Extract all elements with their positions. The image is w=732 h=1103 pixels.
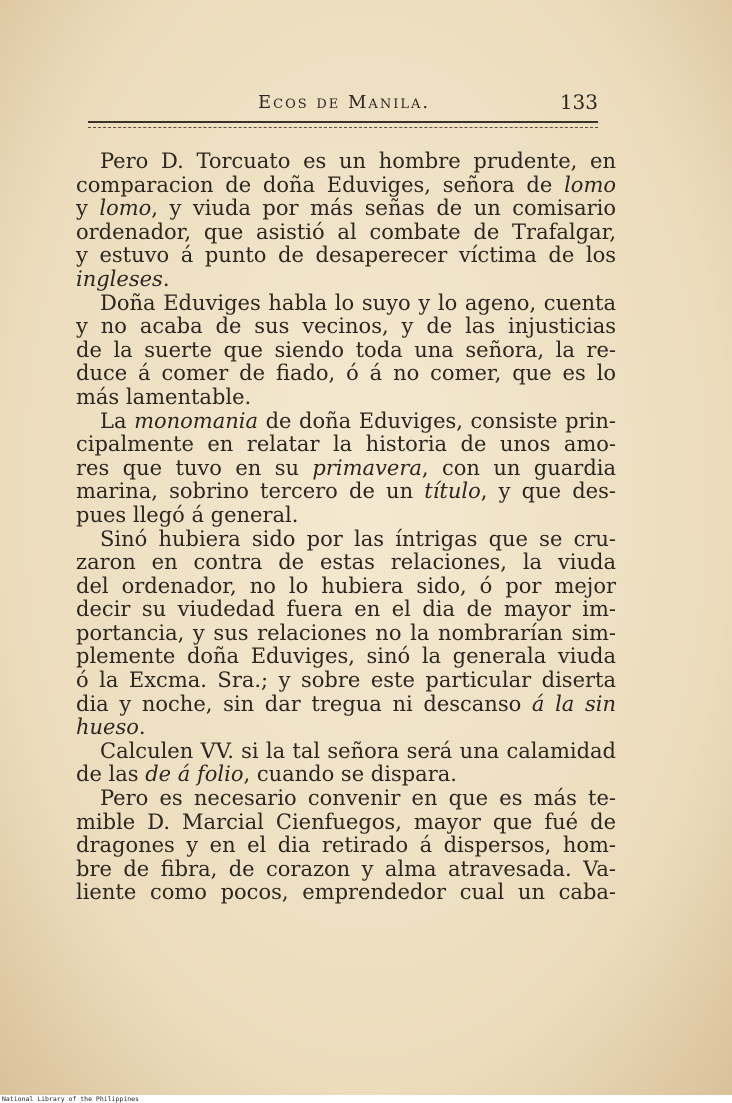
text-line: Pero es necesario convenir en que es más te-	[100, 786, 616, 811]
text-line: ordenador, que asistió al combate de Trafalgar,	[76, 219, 616, 244]
text-line	[76, 693, 616, 717]
text-line: liente como pocos, emprendedor cual un caba-	[76, 880, 616, 905]
italic-phrase: de á folio	[145, 762, 244, 787]
text-segment: , y viuda por más señas de un comisario	[151, 196, 616, 221]
text-line: más lamentable.	[76, 384, 252, 409]
text-line: decir su viudedad fuera en el dia de mayor im-	[76, 597, 616, 622]
text-line: y estuvo á punto de desaperecer víctima de los	[76, 243, 616, 268]
text-segment: de las	[76, 762, 146, 787]
italic-phrase: ingleses	[76, 266, 163, 291]
text-line: portancia, y sus relaciones no la nombrarían sim-	[76, 620, 616, 645]
text-segment: La	[100, 408, 135, 433]
text-line: cipalmente en relatar la historia de unos amo-	[76, 432, 616, 457]
italic-phrase: lomo	[564, 172, 616, 197]
italic-phrase: monomania	[134, 408, 258, 433]
text-segment: res que tuvo en su	[76, 455, 313, 480]
text-segment: , cuando se dispara.	[243, 762, 457, 787]
text-segment: .	[138, 715, 146, 740]
text-line	[76, 174, 616, 198]
text-line: zaron en contra de estas relaciones, la viuda	[76, 550, 616, 575]
text-segment: , y que des-	[480, 479, 616, 504]
text-line: ó la Excma. Sra.; y sobre este particular diserta	[76, 668, 616, 693]
text-line	[76, 457, 616, 481]
text-line: Sinó hubiera sido por las íntrigas que se cru-	[100, 526, 616, 551]
text-segment: marina, sobrino tercero de un	[76, 479, 425, 504]
italic-phrase: primavera	[312, 455, 422, 480]
text-line: del ordenador, no lo hubiera sido, ó por mejor	[76, 573, 616, 598]
text-line	[76, 197, 616, 221]
italic-phrase: título	[424, 479, 481, 504]
text-segment: .	[162, 266, 170, 291]
text-line: duce á comer de fiado, ó á no comer, que es lo	[76, 361, 616, 386]
footer-credit: National Library of the Philippines	[2, 1095, 139, 1103]
italic-phrase: lomo	[99, 196, 152, 221]
page-header	[80, 88, 600, 118]
body-text	[76, 150, 616, 905]
text-line: bre de fibra, de corazon y alma atravesada. Va-	[76, 856, 616, 881]
text-line: Calculen VV. si la tal señora será una calamidad	[100, 738, 616, 763]
text-line: de la suerte que siendo toda una señora, la re-	[76, 337, 616, 362]
text-segment: y	[76, 196, 100, 221]
text-line	[76, 410, 616, 434]
text-line	[76, 716, 616, 740]
text-line	[76, 763, 616, 787]
text-line: Pero D. Torcuato es un hombre prudente, en	[100, 149, 616, 173]
italic-phrase: hueso	[76, 715, 139, 740]
text-line: Doña Eduviges habla lo suyo y lo ageno, cuenta	[100, 290, 616, 315]
text-segment: dia y noche, sin dar tregua ni descanso	[76, 691, 532, 716]
text-segment: comparacion de doña Eduviges, señora de	[76, 172, 565, 197]
text-line: dragones y en el dia retirado á dispersos, hom-	[76, 833, 616, 858]
text-line: plemente doña Eduviges, sinó la generala viuda	[76, 644, 616, 669]
text-segment: , con un guardia	[421, 455, 616, 480]
text-segment: de doña Eduviges, consiste prin-	[257, 408, 617, 433]
running-title: Ecos de Manila.	[258, 92, 431, 113]
text-line	[76, 268, 616, 292]
text-line	[76, 480, 616, 504]
italic-phrase: á la sin	[531, 691, 616, 716]
text-line: mible D. Marcial Cienfuegos, mayor que fué de	[76, 809, 616, 834]
header-rule	[88, 121, 598, 128]
page-number: 133	[559, 90, 598, 114]
text-line: y no acaba de sus vecinos, y de las injusticias	[76, 314, 616, 339]
text-line: pues llegó á general.	[76, 502, 299, 527]
